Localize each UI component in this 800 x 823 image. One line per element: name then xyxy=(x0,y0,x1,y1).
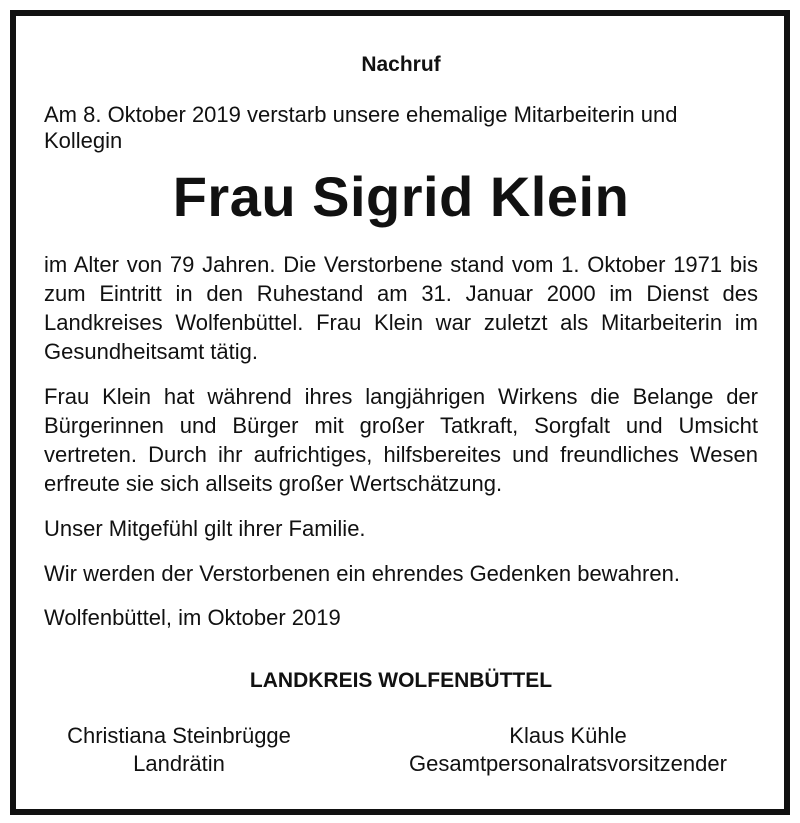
paragraph-remembrance: Wir werden der Verstorbenen ein ehrendes Gedenken bewahren. xyxy=(44,561,680,586)
paragraph-career: im Alter von 79 Jahren. Die Verstorbene stand vom 1. Oktober 1971 bis zum Eintritt in den Ruhestand am 31. Januar 2000 im Dienst des Landkreises Wolfenbüttel. Frau Klein war zuletzt als Mitarbeiterin im Gesundheitsamt tätig. xyxy=(44,252,758,364)
deceased-name: Frau Sigrid Klein xyxy=(172,165,630,228)
place-date: Wolfenbüttel, im Oktober 2019 xyxy=(44,605,341,630)
paragraph-condolence: Unser Mitgefühl gilt ihrer Familie. xyxy=(44,516,366,541)
obituary-frame xyxy=(10,10,790,815)
signatures xyxy=(44,722,758,778)
signatory-left xyxy=(44,722,314,778)
obituary-content xyxy=(44,42,758,778)
intro-text: Am 8. Oktober 2019 verstarb unsere ehemalige Mitarbeiterin und Kollegin xyxy=(44,102,678,153)
obituary-heading: Nachruf xyxy=(361,53,441,76)
signatory-right xyxy=(378,722,758,778)
organization-name: LANDKREIS WOLFENBÜTTEL xyxy=(249,669,553,692)
signatory-right-role: Gesamtpersonalratsvorsitzender xyxy=(409,751,727,776)
signatory-right-name: Klaus Kühle xyxy=(509,723,627,748)
signatory-left-name: Christiana Steinbrügge xyxy=(67,723,291,748)
paragraph-tribute: Frau Klein hat während ihres langjährigen Wirkens die Belange der Bürgerinnen und Bürger mit großer Tatkraft, Sorgfalt und Umsicht vertreten. Durch ihr aufrichtiges, hilfsbereites und freundliches Wesen erfreute sie sich allseits großer Wertschätzung. xyxy=(44,384,758,496)
signatory-left-role: Landrätin xyxy=(133,751,225,776)
